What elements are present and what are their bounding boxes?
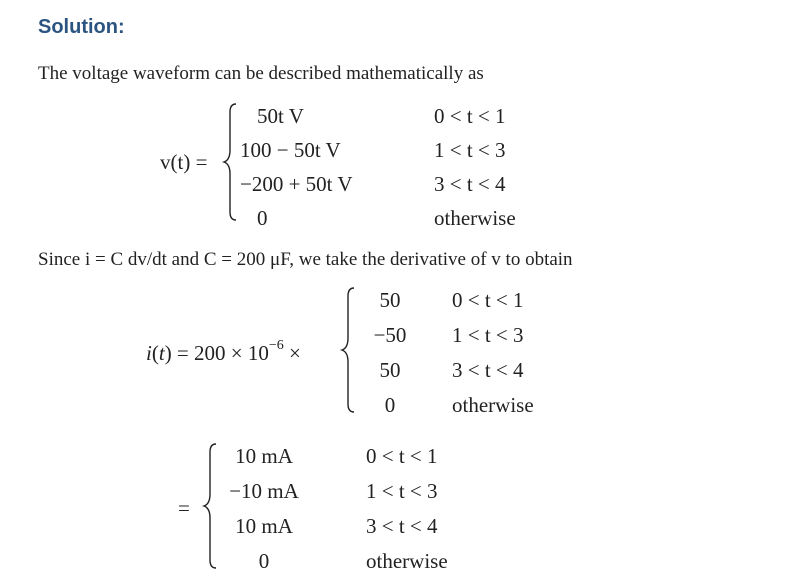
v-left-brace [222,104,238,220]
i-case-condition: otherwise [452,393,534,417]
ma-case-condition: 3 < t < 4 [366,514,438,538]
eq-lhs: = [178,496,190,520]
i-lhs: $i(t) = 200 \times 10^{-6}$ × [146,338,301,365]
v-case-condition: 0 < t < 1 [434,104,506,128]
solution-heading: Solution: [38,16,125,38]
v-lhs: v(t) = [160,150,208,174]
i-case-condition: 0 < t < 1 [452,288,524,312]
i-case-condition: 3 < t < 4 [452,358,524,382]
v-case-expr: 0 [257,206,268,230]
i-case-expr: 50 [379,358,401,382]
ma-case-expr: 10 mA [235,444,293,468]
v-case-expr: 100 − 50t V [240,138,341,162]
v-case-condition: 1 < t < 3 [434,138,506,162]
i-case-expr: 50 [379,288,401,312]
ma-case-expr: 10 mA [235,514,293,538]
ma-case-expr: −10 mA [229,479,299,503]
i-case-condition: 1 < t < 3 [452,323,524,347]
ma-case-condition: 0 < t < 1 [366,444,438,468]
since-paragraph: Since i = C dv/dt and C = 200 μF, we take the derivative of v to obtain [38,249,573,270]
v-case-expr: −200 + 50t V [240,172,353,196]
intro-paragraph: The voltage waveform can be described mathematically as [38,63,484,84]
v-case-condition: otherwise [434,206,516,230]
i-case-expr: 0 [384,393,396,417]
v-case-expr: 50t V [257,104,304,128]
ma-case-expr: 0 [258,549,270,573]
ma-case-condition: 1 < t < 3 [366,479,438,503]
i-case-expr: −50 [373,323,407,347]
v-case-condition: 3 < t < 4 [434,172,506,196]
ma-case-condition: otherwise [366,549,448,573]
